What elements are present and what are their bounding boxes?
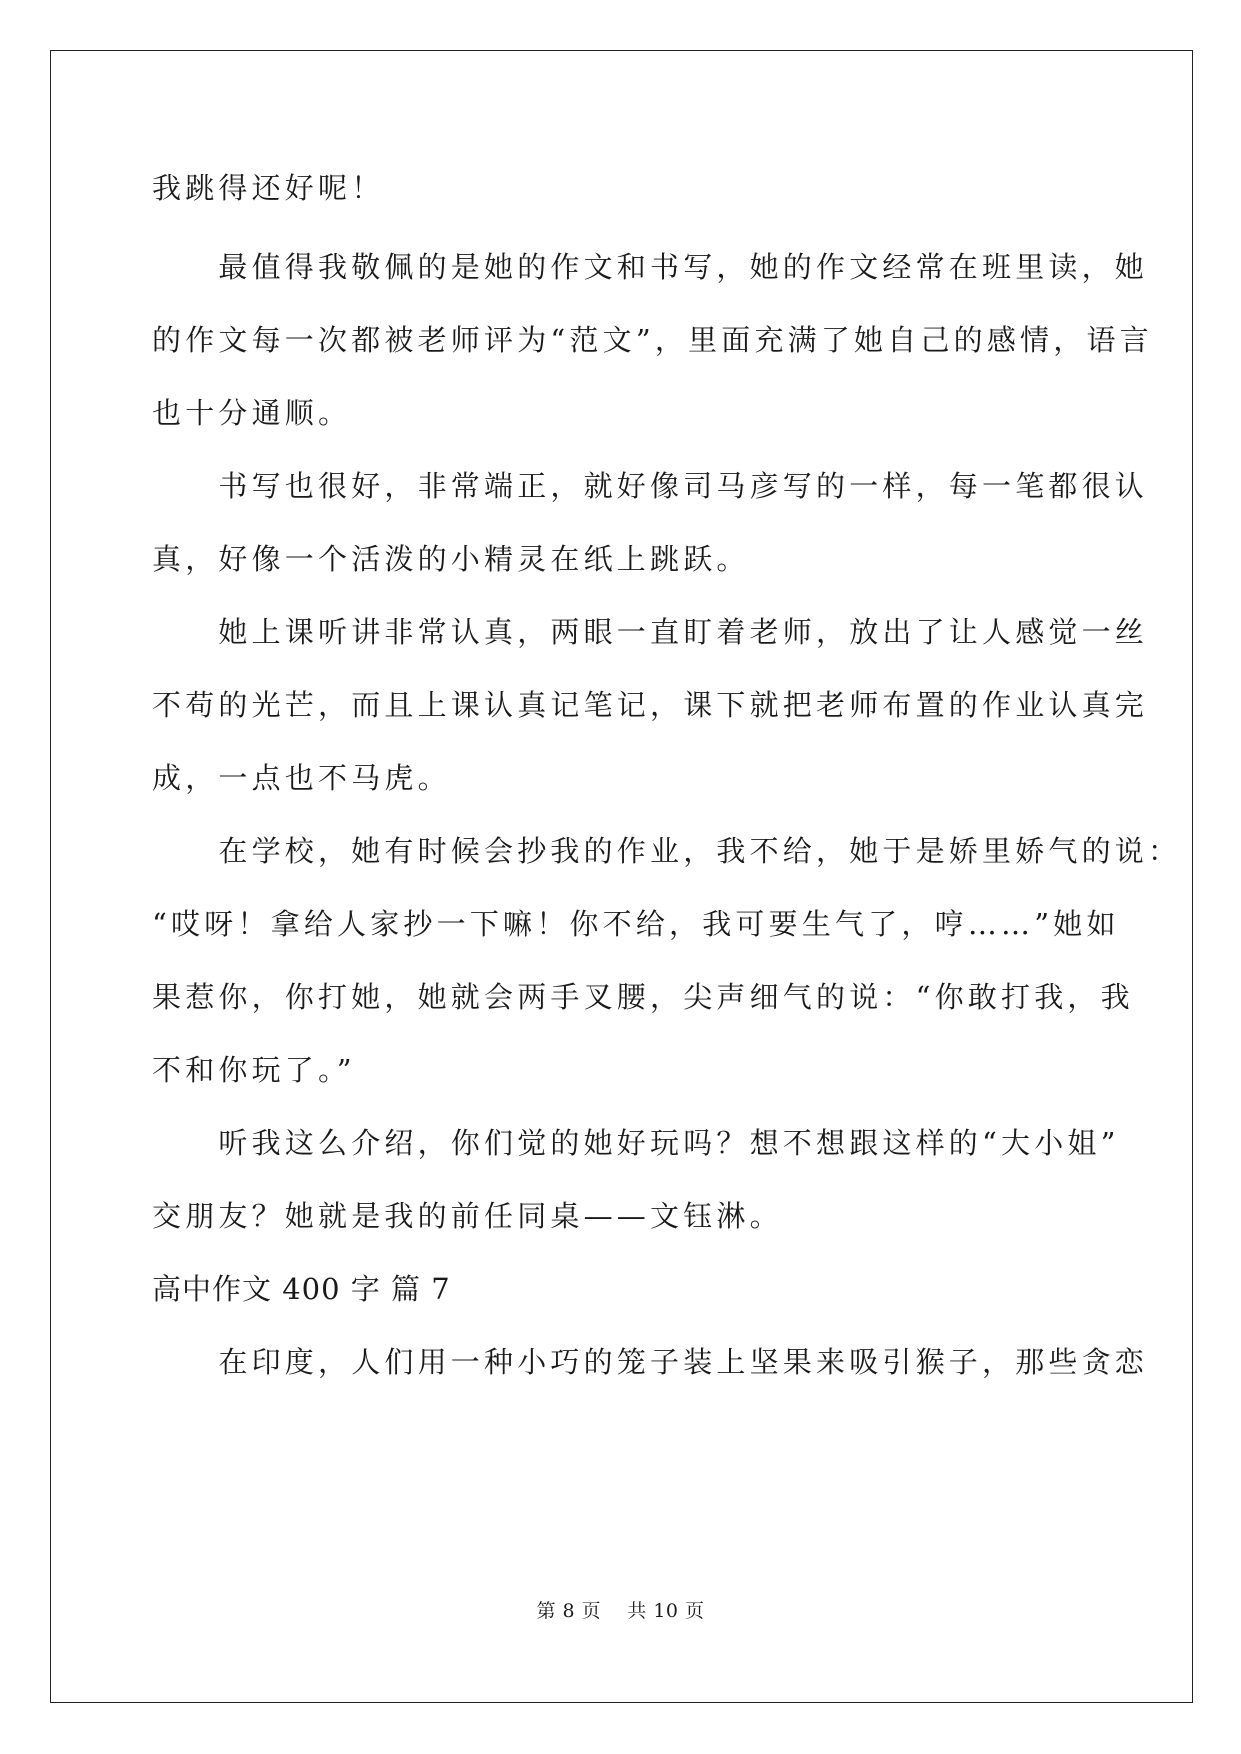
text-line: 我跳得还好呢！	[152, 171, 385, 205]
text-line: 最值得我敬佩的是她的作文和书写，她的作文经常在班里读，她	[152, 250, 1149, 284]
text-line: 真，好像一个活泼的小精灵在纸上跳跃。	[152, 542, 750, 576]
section-heading: 高中作文 400 字 篇 7	[152, 1272, 451, 1306]
text-line: 书写也很好，非常端正，就好像司马彦写的一样，每一笔都很认	[152, 469, 1149, 503]
text-line: 成，一点也不马虎。	[152, 761, 451, 795]
text-line: 听我这么介绍，你们觉的她好玩吗？想不想跟这样的“大小姐”	[152, 1126, 1120, 1160]
text-line: 的作文每一次都被老师评为“范文”，里面充满了她自己的感情，语言	[152, 323, 1153, 357]
page-border	[50, 50, 1193, 1703]
text-line: “哎呀！拿给人家抄一下嘛！你不给，我可要生气了，哼……”她如	[152, 907, 1120, 941]
text-line: 果惹你，你打她，她就会两手叉腰，尖声细气的说：“你敢打我，我	[152, 980, 1134, 1014]
text-line: 她上课听讲非常认真，两眼一直盯着老师，放出了让人感觉一丝	[152, 615, 1149, 649]
text-line: 在学校，她有时候会抄我的作业，我不给，她于是娇里娇气的说：	[152, 834, 1182, 868]
page-footer: 第 8 页 共 10 页	[536, 1600, 705, 1622]
text-line: 不和你玩了。”	[152, 1053, 356, 1087]
text-line: 交朋友？她就是我的前任同桌——文钰淋。	[152, 1199, 783, 1233]
text-line: 也十分通顺。	[152, 396, 352, 430]
text-line: 不苟的光芒，而且上课认真记笔记，课下就把老师布置的作业认真完	[152, 688, 1149, 722]
text-line: 在印度，人们用一种小巧的笼子装上坚果来吸引猴子，那些贪恋	[152, 1345, 1149, 1379]
